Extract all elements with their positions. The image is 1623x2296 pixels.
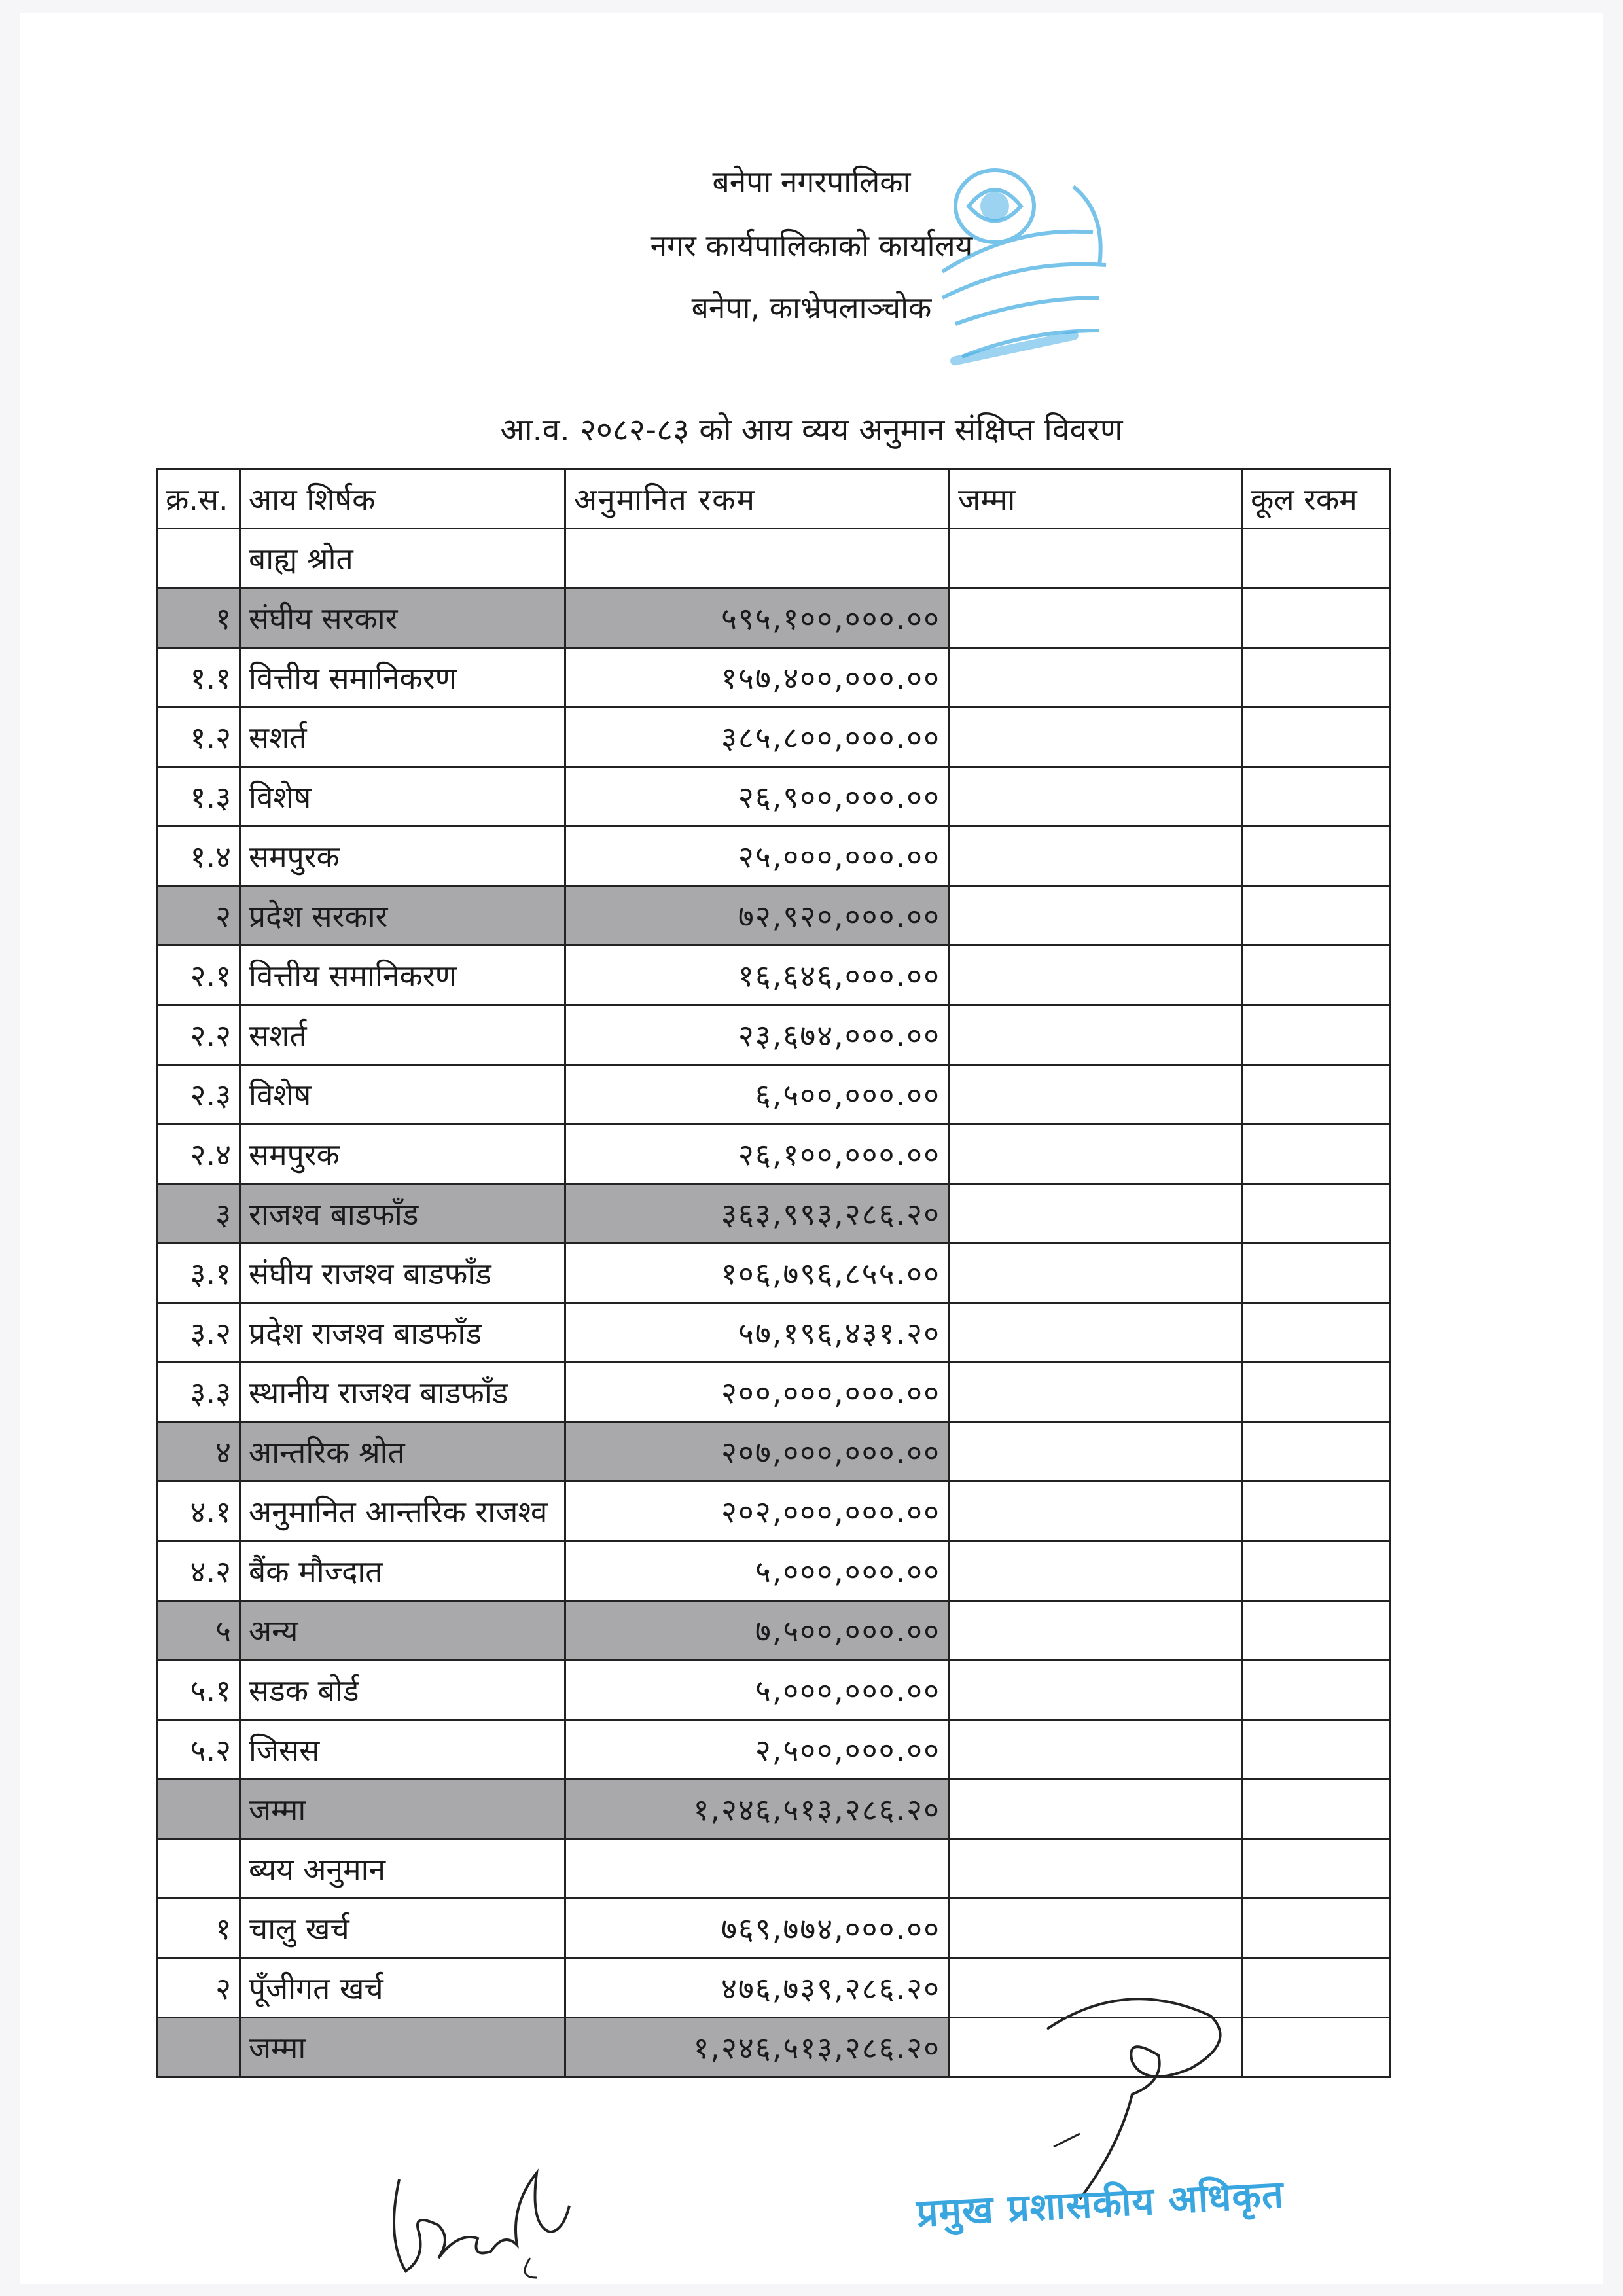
subtotal-cell — [950, 1244, 1242, 1303]
table-row — [157, 1065, 1391, 1124]
estimate-cell: १,२४६,५१३,२८६.२० — [565, 2018, 950, 2077]
estimate-cell: १०६,७९६,८५५.०० — [565, 1244, 950, 1303]
title-cell: विशेष — [240, 1065, 565, 1124]
title-cell: वित्तीय समानिकरण — [240, 648, 565, 708]
subtotal-cell — [950, 1482, 1242, 1541]
subtotal-cell — [950, 1363, 1242, 1422]
header-office: नगर कार्यपालिकाको कार्यालय — [650, 228, 973, 263]
subtotal-cell — [950, 827, 1242, 886]
grand-total-cell — [1242, 1065, 1391, 1124]
estimate-cell: १६,६४६,०००.०० — [565, 946, 950, 1005]
estimate-cell: ५९५,१००,०००.०० — [565, 588, 950, 648]
subtotal-cell — [950, 1660, 1242, 1720]
estimate-cell: २६,१००,०००.०० — [565, 1124, 950, 1184]
subtotal-cell — [950, 1839, 1242, 1899]
subtotal-cell — [950, 1303, 1242, 1363]
grand-total-cell — [1242, 1660, 1391, 1720]
col-title-header: आय शिर्षक — [240, 469, 565, 529]
title-cell: समपुरक — [240, 1124, 565, 1184]
table-row — [157, 1184, 1391, 1244]
estimate-cell: १,२४६,५१३,२८६.२० — [565, 1780, 950, 1839]
title-cell: जिसस — [240, 1720, 565, 1780]
table-row — [157, 827, 1391, 886]
title-cell: स्थानीय राजश्व बाडफाँड — [240, 1363, 565, 1422]
col-estimate-header: अनुमानित रकम — [565, 469, 950, 529]
subtotal-cell — [950, 886, 1242, 946]
estimate-cell: ७,५००,०००.०० — [565, 1601, 950, 1660]
grand-total-cell — [1242, 1482, 1391, 1541]
header-location: बनेपा, काभ्रेपलाञ्चोक — [691, 290, 932, 325]
serial-cell: १.३ — [157, 767, 240, 827]
subtotal-cell — [950, 1899, 1242, 1958]
serial-cell: २.४ — [157, 1124, 240, 1184]
table-row — [157, 1660, 1391, 1720]
subtotal-cell — [950, 1005, 1242, 1065]
subtotal-cell — [950, 1124, 1242, 1184]
subtotal-cell — [950, 648, 1242, 708]
grand-total-cell — [1242, 588, 1391, 648]
estimate-cell: २,५००,०००.०० — [565, 1720, 950, 1780]
budget-table — [156, 468, 1391, 2078]
col-subtotal-header: जम्मा — [950, 469, 1242, 529]
title-cell: राजश्व बाडफाँड — [240, 1184, 565, 1244]
serial-cell: १.१ — [157, 648, 240, 708]
serial-cell: २.१ — [157, 946, 240, 1005]
estimate-cell: २००,०००,०००.०० — [565, 1363, 950, 1422]
table-row — [157, 1541, 1391, 1601]
grand-total-cell — [1242, 827, 1391, 886]
estimate-cell: ६,५००,०००.०० — [565, 1065, 950, 1124]
table-row — [157, 1780, 1391, 1839]
title-cell: जम्मा — [240, 2018, 565, 2077]
title-cell: संघीय राजश्व बाडफाँड — [240, 1244, 565, 1303]
estimate-cell — [565, 1839, 950, 1899]
title-cell: चालु खर्च — [240, 1899, 565, 1958]
table-row — [157, 1124, 1391, 1184]
serial-cell: १.४ — [157, 827, 240, 886]
title-cell: अन्य — [240, 1601, 565, 1660]
serial-cell — [157, 1839, 240, 1899]
serial-cell: ४.२ — [157, 1541, 240, 1601]
municipality-seal-icon — [897, 147, 1158, 409]
serial-cell — [157, 529, 240, 588]
serial-cell: ५.२ — [157, 1720, 240, 1780]
title-cell: प्रदेश राजश्व बाडफाँड — [240, 1303, 565, 1363]
serial-cell — [157, 2018, 240, 2077]
subtotal-cell — [950, 1184, 1242, 1244]
grand-total-cell — [1242, 2018, 1391, 2077]
table-row — [157, 1899, 1391, 1958]
title-cell: विशेष — [240, 767, 565, 827]
grand-total-cell — [1242, 1601, 1391, 1660]
estimate-cell: ५,०००,०००.०० — [565, 1541, 950, 1601]
title-cell: संघीय सरकार — [240, 588, 565, 648]
title-cell: जम्मा — [240, 1780, 565, 1839]
grand-total-cell — [1242, 1124, 1391, 1184]
header-municipality: बनेपा नगरपालिका — [712, 164, 911, 200]
grand-total-cell — [1242, 1244, 1391, 1303]
col-serial-header: क्र.स. — [157, 469, 240, 529]
estimate-cell: ७६९,७७४,०००.०० — [565, 1899, 950, 1958]
serial-cell: ४.१ — [157, 1482, 240, 1541]
estimate-cell — [565, 529, 950, 588]
estimate-cell: ७२,९२०,०००.०० — [565, 886, 950, 946]
document-title: आ.व. २०८२-८३ को आय व्यय अनुमान संक्षिप्त विवरण — [500, 412, 1123, 448]
grand-total-cell — [1242, 1541, 1391, 1601]
subtotal-cell — [950, 588, 1242, 648]
serial-cell: १.२ — [157, 708, 240, 767]
serial-cell: ५.१ — [157, 1660, 240, 1720]
serial-cell: २ — [157, 1958, 240, 2018]
grand-total-cell — [1242, 1184, 1391, 1244]
subtotal-cell — [950, 946, 1242, 1005]
table-row — [157, 1422, 1391, 1482]
title-cell: सशर्त — [240, 708, 565, 767]
subtotal-cell — [950, 1065, 1242, 1124]
serial-cell: ४ — [157, 1422, 240, 1482]
grand-total-cell — [1242, 767, 1391, 827]
table-row — [157, 708, 1391, 767]
serial-cell: ३ — [157, 1184, 240, 1244]
grand-total-cell — [1242, 1720, 1391, 1780]
grand-total-cell — [1242, 1363, 1391, 1422]
title-cell: ब्यय अनुमान — [240, 1839, 565, 1899]
subtotal-cell — [950, 1780, 1242, 1839]
grand-total-cell — [1242, 648, 1391, 708]
serial-cell: २.३ — [157, 1065, 240, 1124]
table-row — [157, 648, 1391, 708]
estimate-cell: २३,६७४,०००.०० — [565, 1005, 950, 1065]
grand-total-cell — [1242, 1958, 1391, 2018]
table-row — [157, 588, 1391, 648]
grand-total-cell — [1242, 1899, 1391, 1958]
serial-cell — [157, 1780, 240, 1839]
estimate-cell: १५७,४००,०००.०० — [565, 648, 950, 708]
title-cell: पूँजीगत खर्च — [240, 1958, 565, 2018]
title-cell: अनुमानित आन्तरिक राजश्व — [240, 1482, 565, 1541]
serial-cell: १ — [157, 588, 240, 648]
subtotal-cell — [950, 1720, 1242, 1780]
table-row — [157, 1720, 1391, 1780]
table-row — [157, 1601, 1391, 1660]
title-cell: सडक बोर्ड — [240, 1660, 565, 1720]
grand-total-cell — [1242, 946, 1391, 1005]
office-stamp: प्रमुख प्रशासकीय अधिकृत — [915, 2172, 1285, 2236]
grand-total-cell — [1242, 1780, 1391, 1839]
table-row — [157, 1482, 1391, 1541]
subtotal-cell — [950, 708, 1242, 767]
grand-total-cell — [1242, 1005, 1391, 1065]
title-cell: सशर्त — [240, 1005, 565, 1065]
col-grand-total-header: कूल रकम — [1242, 469, 1391, 529]
subtotal-cell — [950, 1601, 1242, 1660]
title-cell: वित्तीय समानिकरण — [240, 946, 565, 1005]
estimate-cell: ५,०००,०००.०० — [565, 1660, 950, 1720]
title-cell: आन्तरिक श्रोत — [240, 1422, 565, 1482]
estimate-cell: ५७,१९६,४३१.२० — [565, 1303, 950, 1363]
grand-total-cell — [1242, 529, 1391, 588]
serial-cell: ३.२ — [157, 1303, 240, 1363]
estimate-cell: ४७६,७३९,२८६.२० — [565, 1958, 950, 2018]
table-header-row — [157, 469, 1391, 529]
estimate-cell: ३८५,८००,०००.०० — [565, 708, 950, 767]
title-cell: बैंक मौज्दात — [240, 1541, 565, 1601]
table-row — [157, 529, 1391, 588]
title-cell: प्रदेश सरकार — [240, 886, 565, 946]
table-row — [157, 1363, 1391, 1422]
table-row — [157, 1244, 1391, 1303]
table-row — [157, 1839, 1391, 1899]
serial-cell: ३.३ — [157, 1363, 240, 1422]
grand-total-cell — [1242, 708, 1391, 767]
grand-total-cell — [1242, 1839, 1391, 1899]
table-row — [157, 1303, 1391, 1363]
subtotal-cell — [950, 1541, 1242, 1601]
title-cell: समपुरक — [240, 827, 565, 886]
table-row — [157, 1005, 1391, 1065]
table-row — [157, 946, 1391, 1005]
serial-cell: २.२ — [157, 1005, 240, 1065]
serial-cell: १ — [157, 1899, 240, 1958]
serial-cell: ३.१ — [157, 1244, 240, 1303]
estimate-cell: २०७,०००,०००.०० — [565, 1422, 950, 1482]
estimate-cell: २५,०००,०००.०० — [565, 827, 950, 886]
serial-cell: ५ — [157, 1601, 240, 1660]
estimate-cell: २६,९००,०००.०० — [565, 767, 950, 827]
serial-cell: २ — [157, 886, 240, 946]
subtotal-cell — [950, 529, 1242, 588]
grand-total-cell — [1242, 1303, 1391, 1363]
table-row — [157, 886, 1391, 946]
table-row — [157, 767, 1391, 827]
subtotal-cell — [950, 1422, 1242, 1482]
grand-total-cell — [1242, 886, 1391, 946]
signature-left-icon — [380, 2153, 576, 2284]
subtotal-cell — [950, 767, 1242, 827]
title-cell: बाह्य श्रोत — [240, 529, 565, 588]
estimate-cell: ३६३,९९३,२८६.२० — [565, 1184, 950, 1244]
grand-total-cell — [1242, 1422, 1391, 1482]
estimate-cell: २०२,०००,०००.०० — [565, 1482, 950, 1541]
